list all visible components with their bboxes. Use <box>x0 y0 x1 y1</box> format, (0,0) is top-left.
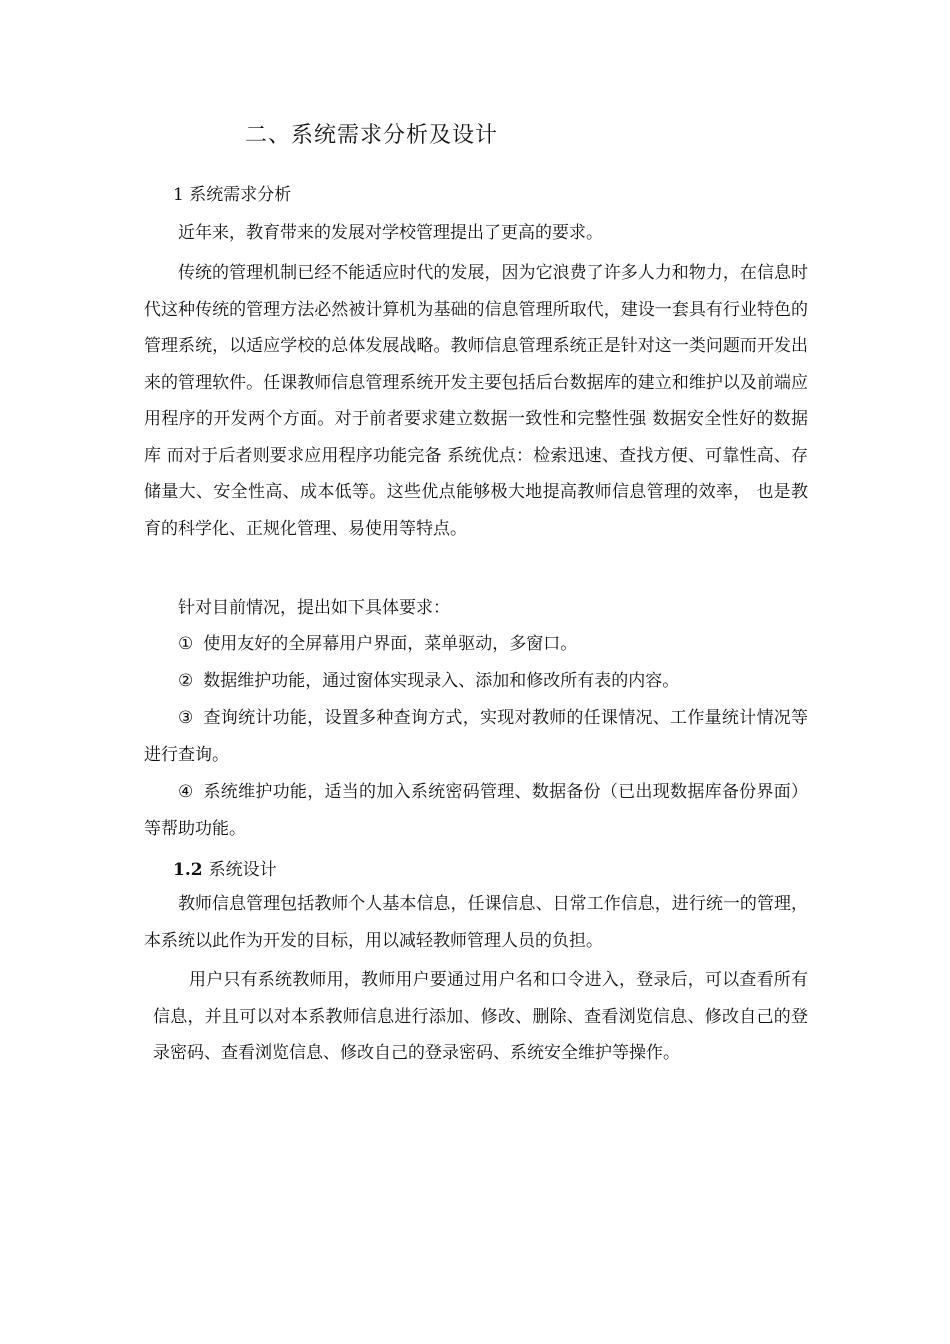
requirement-text: 查询统计功能，设置多种查询方式，实现对教师的任课情况、工作量统计情况等进行查询。 <box>144 708 809 765</box>
section-heading-text: 系统设计 <box>208 860 277 880</box>
paragraph-design-1: 教师信息管理包括教师个人基本信息，任课信息、日常工作信息，进行统一的管理，本系统以此作为开发的目标，用以减轻教师管理人员的负担。 <box>144 894 808 951</box>
paragraph-design-2: 用户只有系统教师用，教师用户要通过用户名和口令进入，登录后，可以查看所有信息，并且可以对本系教师信息进行添加、修改、删除、查看浏览信息、修改自己的登录密码、查看浏览信息、修改自己的登录密码、系统安全维护等操作。 <box>153 970 808 1063</box>
requirement-number: ③ <box>178 708 194 728</box>
requirement-number: ② <box>178 671 194 691</box>
paragraph-requirements-lead: 针对目前情况，提出如下具体要求： <box>178 598 450 618</box>
requirement-number: ① <box>178 634 194 654</box>
requirement-item <box>144 774 808 847</box>
paragraph-intro: 近年来，教育带来的发展对学校管理提出了更高的要求。 <box>178 223 603 243</box>
paragraph-main: 传统的管理机制已经不能适应时代的发展，因为它浪费了许多人力和物力，在信息时代这种传统的管理方法必然被计算机为基础的信息管理所取代，建设一套具有行业特色的管理系统，以适应学校的总体发展战略。教师信息管理系统正是针对这一类问题而开发出来的管理软件。任课教师信息管理系统开发主要包括后台数据库的建立和维护以及前端应用程序的开发两个方面。对于前者要求建立数据一致性和完整性强 数据安全性好的数据库 而对于后者则要求应用程序功能完备 系统优点：检索迅速、查找方便、可靠性高、存储量大、安全性高、成本低等。这些优点能够极大地提高教师信息管理的效率， 也是教育的科学化、正规化管理、易使用等特点。 <box>144 263 808 539</box>
requirement-number: ④ <box>178 782 194 802</box>
requirement-text: 系统维护功能，适当的加入系统密码管理、数据备份（已出现数据库备份界面）等帮助功能。 <box>144 782 809 839</box>
requirement-item <box>144 626 808 663</box>
section-heading-design <box>173 855 277 880</box>
requirement-item <box>144 700 808 773</box>
requirement-item <box>144 663 808 700</box>
section-heading-requirements: 1 系统需求分析 <box>173 185 292 205</box>
chapter-title: 二、系统需求分析及设计 <box>245 123 499 148</box>
requirement-text: 使用友好的全屏幕用户界面，菜单驱动，多窗口。 <box>203 634 578 654</box>
requirement-text: 数据维护功能，通过窗体实现录入、添加和修改所有表的内容。 <box>203 671 680 691</box>
section-number: 1.2 <box>173 860 203 880</box>
